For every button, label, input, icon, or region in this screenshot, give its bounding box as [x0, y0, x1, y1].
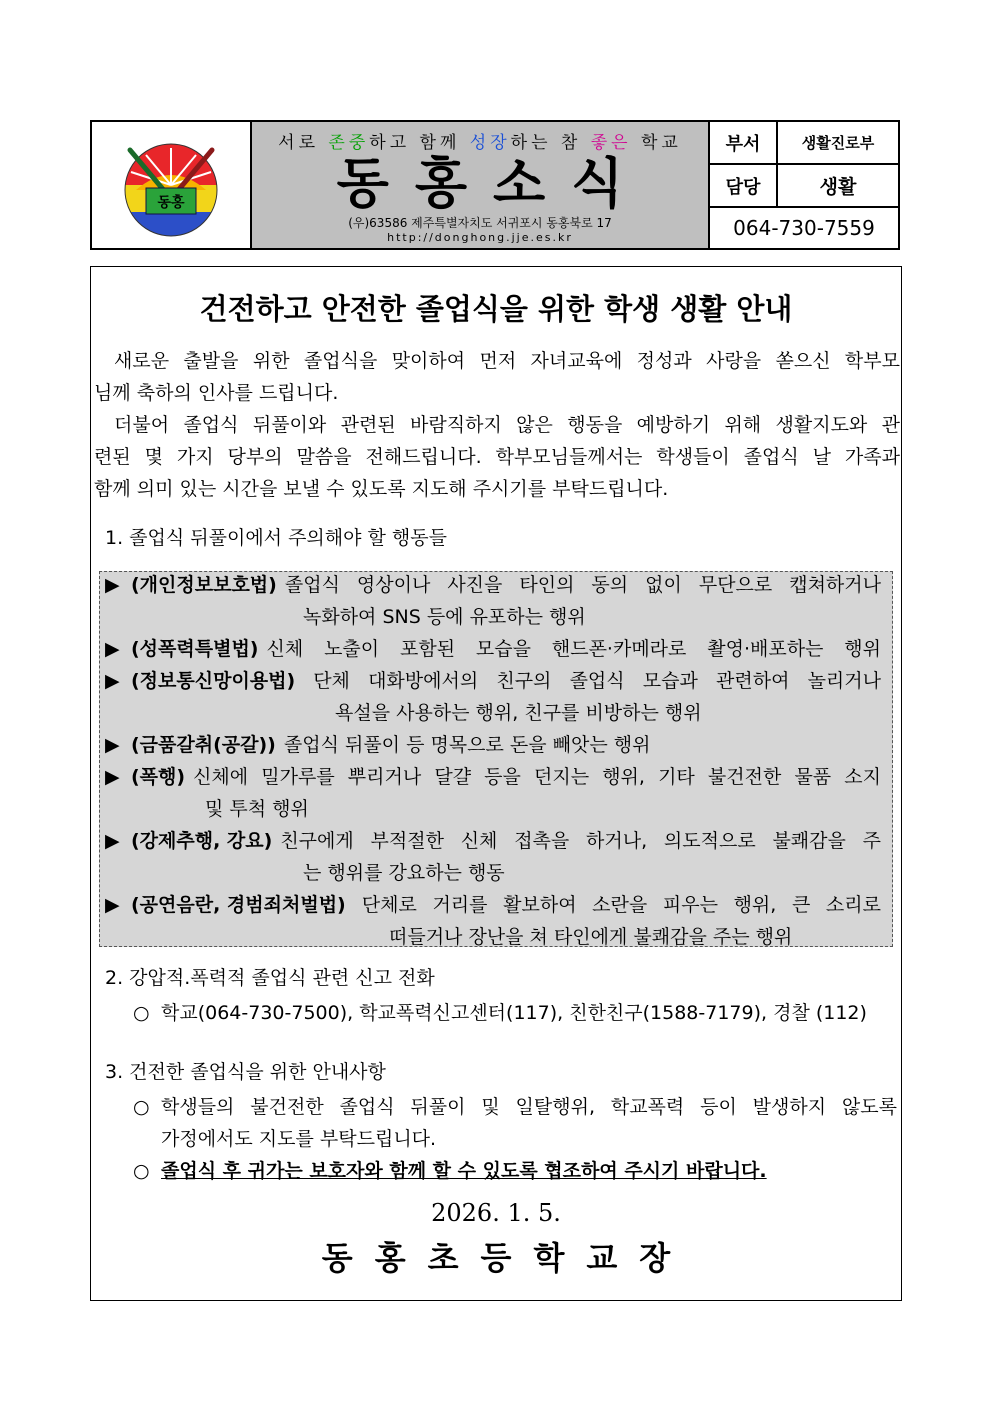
notice-body [90, 266, 902, 1301]
arrow-icon: ▶ [105, 894, 120, 916]
intro-line: 련된 몇 가지 당부의 말씀을 전해드립니다. 학부모님들께서는 학생들이 졸업식 날 가족과 [94, 446, 900, 468]
signer: 동홍초등학교장 [321, 1239, 693, 1277]
circle-bullet-icon: ○ [133, 1002, 150, 1024]
violation-desc: 단체 대화방에서의 친구의 졸업식 모습과 관련하여 놀리거나 [313, 670, 881, 692]
violation-desc: 졸업식 뒤풀이 등 명목으로 돈을 빼앗는 행위 [283, 734, 651, 756]
violation-desc: 친구에게 부적절한 신체 접촉을 하거나, 의도적으로 불쾌감을 주 [280, 830, 881, 852]
violation-item [105, 825, 881, 889]
violation-desc: 신체 노출이 포함된 모습을 핸드폰·카메라로 촬영·배포하는 행위 [266, 638, 881, 660]
intro-paragraph-1 [94, 345, 900, 409]
violation-item [105, 633, 881, 665]
slogan-highlight-respect: 존중 [328, 133, 370, 153]
intro-line: 님께 축하의 인사를 드립니다. [94, 382, 339, 404]
slogan-part: 서로 [278, 133, 329, 153]
manager-value: 생활 [819, 176, 857, 198]
violation-item [105, 665, 881, 729]
circle-bullet-icon: ○ [133, 1160, 150, 1182]
newsletter-header [90, 120, 900, 250]
intro-line: 새로운 출발을 위한 졸업식을 맞이하여 먼저 자녀교육에 정성과 사랑을 쏟으신 학부모 [114, 350, 900, 372]
dept-label: 부서 [710, 122, 778, 163]
violation-desc-cont: 녹화하여 SNS 등에 유포하는 행위 [303, 606, 586, 628]
law-name: (금품갈취(공갈)) [131, 734, 276, 756]
arrow-icon: ▶ [105, 670, 120, 692]
section-1-heading: 1. 졸업식 뒤풀이에서 주의해야 할 행동들 [105, 527, 447, 549]
phone-number: 064-730-7559 [733, 216, 875, 240]
guidance-text-emphasis: 졸업식 후 귀가는 보호자와 함께 할 수 있도록 협조하여 주시기 바랍니다. [161, 1160, 767, 1182]
violation-item [105, 569, 881, 633]
intro-line: 함께 의미 있는 시간을 보낼 수 있도록 지도해 주시기를 부탁드립니다. [94, 478, 669, 500]
slogan-part: 학교 [631, 133, 682, 153]
law-name: (정보통신망이용법) [131, 670, 296, 692]
newsletter-title: 동홍소식 [336, 151, 650, 215]
guidance-item-2 [133, 1155, 897, 1187]
law-name: (강제추행, 강요) [131, 830, 273, 852]
law-name: (개인정보보호법) [131, 574, 277, 596]
arrow-icon: ▶ [105, 574, 120, 596]
slogan-part: 하고 함께 [369, 133, 470, 153]
violation-desc: 신체에 밀가루를 뿌리거나 달걀 등을 던지는 행위, 기타 불건전한 물품 소지 [193, 766, 881, 788]
intro-line: 더불어 졸업식 뒤풀이와 관련된 바람직하지 않은 행동을 예방하기 위해 생활지도와 관 [114, 414, 900, 436]
law-name: (공연음란, 경범죄처벌법) [131, 894, 346, 916]
circle-bullet-icon: ○ [133, 1096, 150, 1118]
violation-desc-cont: 및 투척 행위 [205, 798, 309, 820]
slogan-highlight-good: 좋은 [590, 133, 632, 153]
report-phones: 학교(064-730-7500), 학교폭력신고센터(117), 친한친구(1588-7179), 경찰 (112) [161, 1002, 867, 1024]
logo-cell [92, 122, 252, 248]
slogan-highlight-growth: 성장 [469, 133, 511, 153]
violation-item [105, 761, 881, 825]
violation-item [105, 889, 881, 953]
school-address: (우)63586 제주특별자치도 서귀포시 동홍북로 17 [348, 215, 612, 230]
dept-value: 생활진로부 [801, 134, 875, 152]
title-cell [252, 122, 710, 248]
arrow-icon: ▶ [105, 766, 120, 788]
violation-desc-cont: 욕설을 사용하는 행위, 친구를 비방하는 행위 [335, 702, 702, 724]
slogan [278, 128, 682, 153]
dept-row [710, 122, 898, 165]
report-phone-list [133, 997, 897, 1029]
school-website: http://donghong.jje.es.kr [387, 230, 573, 244]
manager-label: 담당 [710, 165, 778, 206]
guidance-text-cont: 가정에서도 지도를 부탁드립니다. [161, 1128, 437, 1150]
violation-desc-cont: 떠들거나 장난을 쳐 타인에게 불쾌감을 주는 행위 [389, 926, 793, 948]
contact-info [710, 122, 898, 248]
logo-text: 동홍 [157, 195, 185, 211]
violation-desc: 단체로 거리를 활보하여 소란을 피우는 행위, 큰 소리로 [361, 894, 881, 916]
law-name: (폭행) [131, 766, 186, 788]
arrow-icon: ▶ [105, 638, 120, 660]
intro-paragraph-2 [94, 409, 900, 505]
arrow-icon: ▶ [105, 734, 120, 756]
violation-desc-cont: 는 행위를 강요하는 행동 [303, 862, 505, 884]
section-3-heading: 3. 건전한 졸업식을 위한 안내사항 [105, 1061, 386, 1083]
section-2-heading: 2. 강압적.폭력적 졸업식 관련 신고 전화 [105, 967, 435, 989]
document-title: 건전하고 안전한 졸업식을 위한 학생 생활 안내 [199, 292, 793, 326]
issue-date: 2026. 1. 5. [431, 1199, 561, 1227]
violation-desc: 졸업식 영상이나 사진을 타인의 동의 없이 무단으로 캡쳐하거나 [284, 574, 881, 596]
violation-item [105, 729, 881, 761]
law-name: (성폭력특별법) [131, 638, 259, 660]
school-emblem-icon [116, 130, 226, 240]
guidance-text: 학생들의 불건전한 졸업식 뒤풀이 및 일탈행위, 학교폭력 등이 발생하지 않도록 [161, 1096, 897, 1118]
guidance-item-1 [133, 1091, 897, 1155]
slogan-part: 하는 참 [510, 133, 591, 153]
arrow-icon: ▶ [105, 830, 120, 852]
manager-row [710, 165, 898, 208]
